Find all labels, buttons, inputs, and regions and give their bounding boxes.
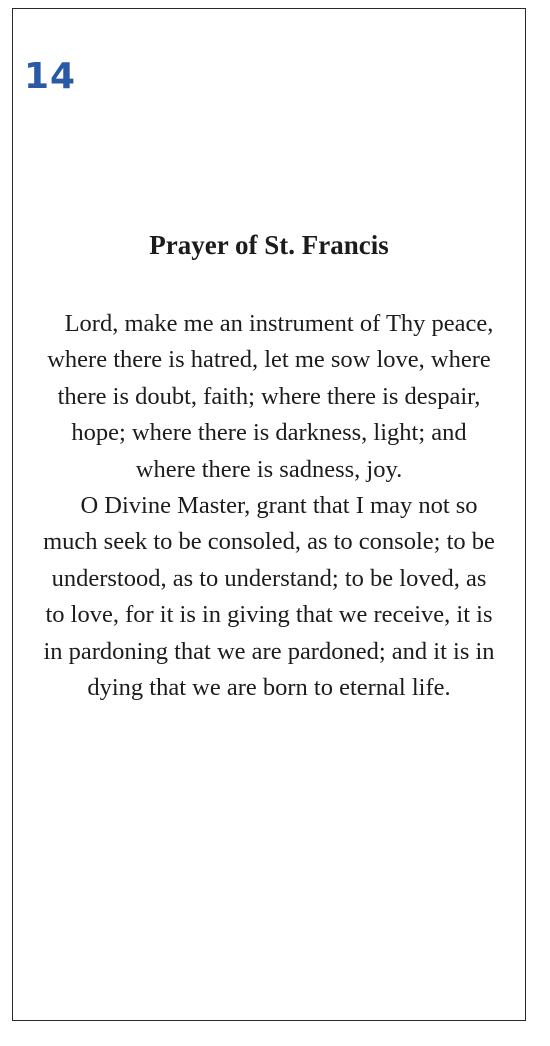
prayer-body — [43, 306, 495, 706]
prayer-paragraph-1: Lord, make me an instrument of Thy peace, where there is hatred, let me sow love, where there is doubt, faith; where there is despair, hope; where there is darkness, light; and where there is sadness, joy. — [47, 310, 494, 483]
prayer-card — [12, 8, 526, 1021]
prayer-title: Prayer of St. Francis — [149, 230, 389, 260]
page-number: 14 — [24, 56, 77, 97]
prayer-paragraph-2: O Divine Master, grant that I may not so much seek to be consoled, as to console; to be understood, as to understand; to be loved, as to love, for it is in giving that we receive, it is in pardoning that we are pardoned; and it is in dying that we are born to eternal life. — [43, 492, 495, 702]
